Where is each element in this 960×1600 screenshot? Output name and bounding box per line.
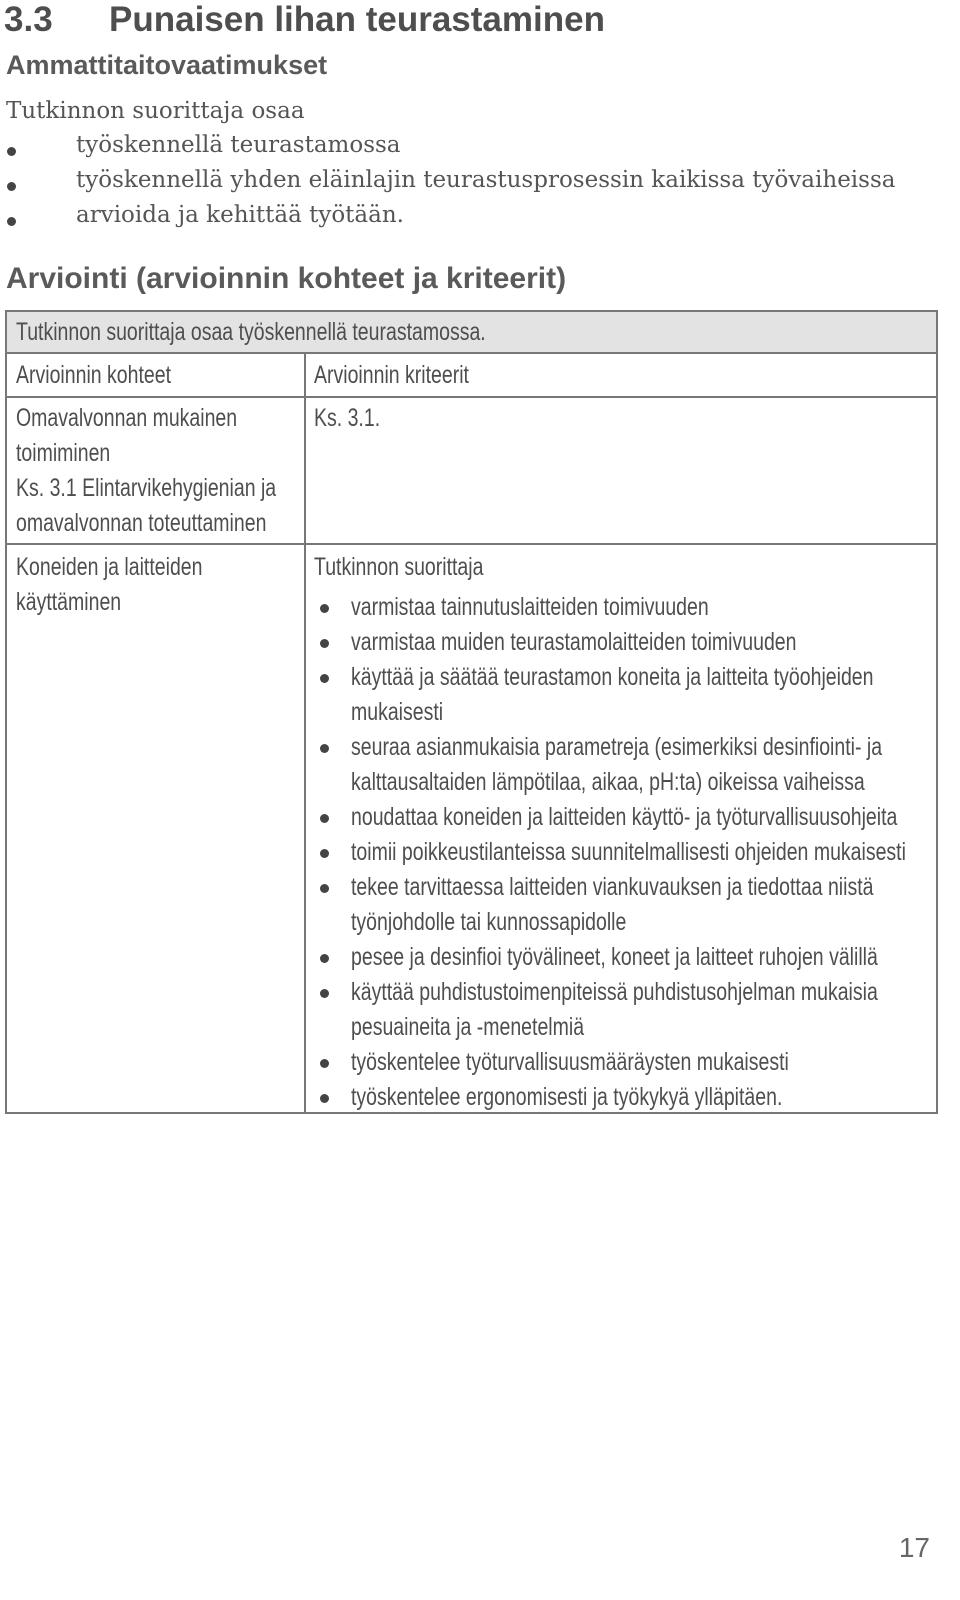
- competence-heading: Ammattitaitovaatimukset: [6, 50, 328, 80]
- list-item-text: seuraa asianmukaisia parametreja (esimerkiksi desinfiointi- ja: [351, 733, 883, 761]
- list-item-text: kalttausaltaiden lämpötilaa, aikaa, pH:ta) oikeissa vaiheissa: [351, 768, 865, 796]
- row1-criteria: Ks. 3.1.: [314, 404, 381, 432]
- list-item-text: varmistaa tainnutuslaitteiden toimivuuden: [351, 593, 709, 621]
- cell-line: käyttäminen: [16, 588, 122, 616]
- list-item-text: käyttää ja säätää teurastamon koneita ja laitteita työohjeiden: [351, 663, 874, 691]
- column-header-targets: Arvioinnin kohteet: [16, 361, 172, 389]
- bullet-icon: [7, 147, 16, 156]
- cell-line: omavalvonnan toteuttaminen: [16, 509, 267, 537]
- table-caption: Tutkinnon suorittaja osaa työskennellä teurastamossa.: [16, 318, 486, 346]
- list-item-text: arvioida ja kehittää työtään.: [76, 202, 404, 228]
- criteria-list: [314, 590, 960, 1115]
- list-item: [314, 625, 960, 660]
- list-item-text: varmistaa muiden teurastamolaitteiden toimivuuden: [351, 628, 797, 656]
- assessment-heading: Arviointi (arvioinnin kohteet ja kriteerit): [6, 262, 567, 295]
- list-item-text: työskentelee ergonomisesti ja työkykyä ylläpitäen.: [351, 1083, 783, 1111]
- list-item-text: pesee ja desinfioi työvälineet, koneet ja laitteet ruhojen välillä: [351, 943, 878, 971]
- list-item: [314, 590, 960, 625]
- bullet-icon: [320, 884, 329, 893]
- bullet-icon: [7, 182, 16, 191]
- list-item-text: toimii poikkeustilanteissa suunnitelmallisesti ohjeiden mukaisesti: [351, 838, 906, 866]
- list-item-text: työskentelee työturvallisuusmääräysten mukaisesti: [351, 1048, 789, 1076]
- bullet-icon: [320, 674, 329, 683]
- list-item-text: tekee tarvittaessa laitteiden viankuvauksen ja tiedottaa niistä: [351, 873, 874, 901]
- bullet-icon: [320, 744, 329, 753]
- row1-target: [16, 401, 350, 541]
- list-item-text: noudattaa koneiden ja laitteiden käyttö- ja työturvallisuusohjeita: [351, 803, 898, 831]
- competence-intro: Tutkinnon suorittaja osaa: [6, 98, 305, 124]
- list-item-text: pesuaineita ja -menetelmiä: [351, 1013, 585, 1041]
- assessment-table: [5, 310, 938, 1114]
- row2-target: [16, 550, 255, 620]
- table-divider: [7, 396, 936, 398]
- list-item: [314, 870, 960, 940]
- list-item: [314, 660, 960, 730]
- list-item-text: työskennellä yhden eläinlajin teurastusprosessin kaikissa työvaiheissa: [76, 167, 896, 193]
- section-number: 3.3: [4, 0, 53, 39]
- bullet-icon: [320, 639, 329, 648]
- column-header-criteria: Arvioinnin kriteerit: [314, 361, 469, 389]
- bullet-icon: [320, 1094, 329, 1103]
- list-item: [314, 800, 960, 835]
- section-title-text: Punaisen lihan teurastaminen: [109, 0, 605, 39]
- page-number: 17: [898, 1532, 930, 1563]
- row2-criteria-intro: Tutkinnon suorittaja: [314, 553, 484, 581]
- list-item-text: käyttää puhdistustoimenpiteissä puhdistusohjelman mukaisia: [351, 978, 878, 1006]
- table-divider: [7, 543, 936, 545]
- bullet-icon: [320, 604, 329, 613]
- list-item: [314, 975, 960, 1045]
- list-item: [314, 730, 960, 800]
- bullet-icon: [320, 1059, 329, 1068]
- section-title: [4, 0, 605, 40]
- list-item: [314, 835, 960, 870]
- list-item-text: työskennellä teurastamossa: [76, 132, 401, 158]
- cell-line: Omavalvonnan mukainen: [16, 404, 238, 432]
- bullet-icon: [320, 814, 329, 823]
- bullet-icon: [7, 217, 16, 226]
- cell-line: Koneiden ja laitteiden: [16, 553, 203, 581]
- list-item-text: mukaisesti: [351, 698, 444, 726]
- cell-line: Ks. 3.1 Elintarvikehygienian ja: [16, 474, 277, 502]
- list-item-text: työnjohdolle tai kunnossapidolle: [351, 908, 627, 936]
- list-item: [314, 940, 960, 975]
- table-caption-row: [7, 312, 936, 354]
- bullet-icon: [320, 989, 329, 998]
- list-item: [314, 1080, 960, 1115]
- bullet-icon: [320, 849, 329, 858]
- list-item: [314, 1045, 960, 1080]
- cell-line: toimiminen: [16, 439, 111, 467]
- bullet-icon: [320, 954, 329, 963]
